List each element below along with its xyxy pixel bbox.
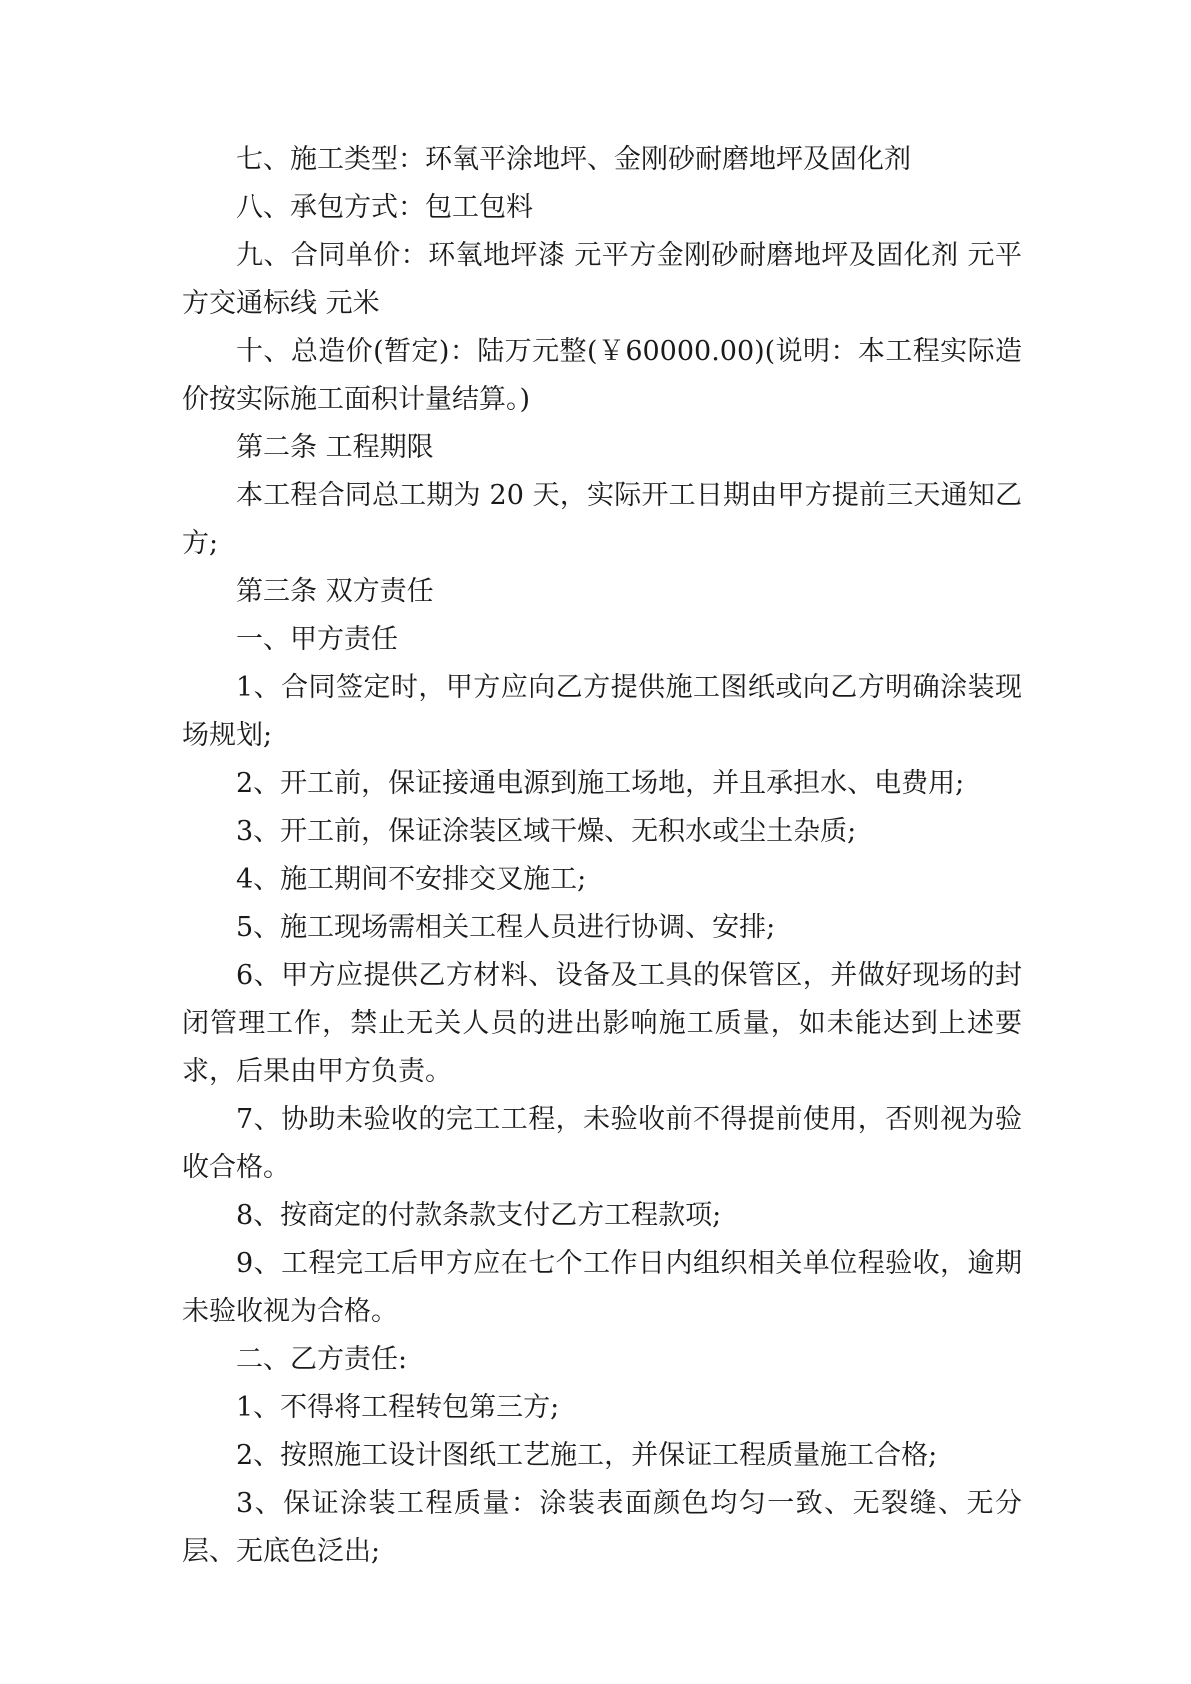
heading-party-b-duties: 二、乙方责任: — [236, 1344, 408, 1375]
heading-party-a-duties: 一、甲方责任 — [236, 624, 398, 655]
contract-body — [182, 136, 1022, 1576]
list-item: 5、施工现场需相关工程人员进行协调、安排; — [236, 912, 776, 943]
heading-article-2: 第二条 工程期限 — [236, 432, 434, 463]
heading-article-3: 第三条 双方责任 — [236, 576, 434, 607]
list-item: 2、开工前，保证接通电源到施工场地，并且承担水、电费用; — [236, 768, 965, 799]
list-item: 7、协助未验收的完工工程，未验收前不得提前使用，否则视为验收合格。 — [182, 1104, 1022, 1183]
list-item: 2、按照施工设计图纸工艺施工，并保证工程质量施工合格; — [236, 1440, 938, 1471]
paragraph-duration: 本工程合同总工期为 20 天，实际开工日期由甲方提前三天通知乙方; — [182, 480, 1022, 559]
paragraph-total-price: 十、总造价(暂定)：陆万元整(￥60000.00)(说明：本工程实际造价按实际施工面积计量结算。) — [182, 336, 1022, 415]
list-item: 8、按商定的付款条款支付乙方工程款项; — [236, 1200, 722, 1231]
paragraph-unit-price: 九、合同单价：环氧地坪漆 元平方金刚砂耐磨地坪及固化剂 元平方交通标线 元米 — [182, 240, 1022, 319]
list-item: 3、保证涂装工程质量：涂装表面颜色均匀一致、无裂缝、无分层、无底色泛出; — [182, 1488, 1022, 1567]
list-item: 3、开工前，保证涂装区域干燥、无积水或尘土杂质; — [236, 816, 857, 847]
paragraph-contract-method: 八、承包方式：包工包料 — [236, 192, 533, 223]
list-item: 6、甲方应提供乙方材料、设备及工具的保管区，并做好现场的封闭管理工作，禁止无关人员的进出影响施工质量，如未能达到上述要求，后果由甲方负责。 — [182, 960, 1022, 1087]
list-item: 1、合同签定时，甲方应向乙方提供施工图纸或向乙方明确涂装现场规划; — [182, 672, 1022, 751]
list-item: 9、工程完工后甲方应在七个工作日内组织相关单位程验收，逾期未验收视为合格。 — [182, 1248, 1022, 1327]
list-item: 4、施工期间不安排交叉施工; — [236, 864, 587, 895]
list-item: 1、不得将工程转包第三方; — [236, 1392, 560, 1423]
paragraph-construction-type: 七、施工类型：环氧平涂地坪、金刚砂耐磨地坪及固化剂 — [236, 144, 911, 175]
